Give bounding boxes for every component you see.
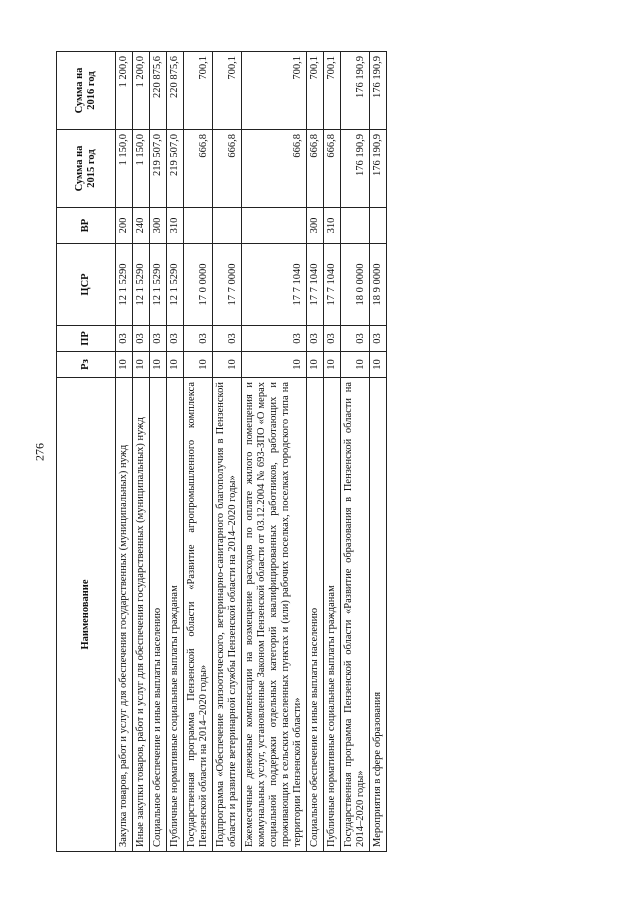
- cell-sum-2015: 219 507,0: [167, 130, 184, 208]
- cell-pr: 03: [167, 326, 184, 352]
- cell-vr: [213, 208, 242, 244]
- cell-vr: 310: [167, 208, 184, 244]
- header-pr: ПР: [57, 326, 116, 352]
- cell-name: Мероприятия в сфере образования: [370, 378, 387, 852]
- cell-sum-2016: 220 875,6: [167, 52, 184, 130]
- cell-pr: 03: [150, 326, 167, 352]
- header-sum-2015: Сумма на 2015 год: [57, 130, 116, 208]
- cell-pr: 03: [324, 326, 341, 352]
- header-vr: ВР: [57, 208, 116, 244]
- cell-rz: 10: [324, 352, 341, 378]
- cell-pr: 03: [307, 326, 324, 352]
- cell-sum-2015: 666,8: [184, 130, 213, 208]
- cell-csr: 18 9 0000: [370, 244, 387, 326]
- cell-sum-2016: 700,1: [213, 52, 242, 130]
- document-sheet: [56, 52, 412, 852]
- table-row: [167, 52, 184, 852]
- cell-sum-2015: 1 150,0: [116, 130, 133, 208]
- cell-sum-2016: 700,1: [307, 52, 324, 130]
- cell-pr: 03: [184, 326, 213, 352]
- cell-name: Государственная программа Пензенской области «Развитие агропромышленного комплекса Пензенской области на 2014–2020 годы»: [184, 378, 213, 852]
- header-sum-2016: Сумма на 2016 год: [57, 52, 116, 130]
- cell-sum-2015: 1 150,0: [133, 130, 150, 208]
- cell-csr: 17 7 0000: [213, 244, 242, 326]
- cell-rz: 10: [370, 352, 387, 378]
- cell-sum-2015: 176 190,9: [341, 130, 370, 208]
- cell-csr: 17 7 1040: [242, 244, 307, 326]
- cell-sum-2016: 700,1: [242, 52, 307, 130]
- cell-csr: 17 0 0000: [184, 244, 213, 326]
- cell-pr: 03: [213, 326, 242, 352]
- cell-csr: 12 1 5290: [150, 244, 167, 326]
- cell-rz: 10: [307, 352, 324, 378]
- cell-rz: 10: [242, 352, 307, 378]
- cell-rz: 10: [213, 352, 242, 378]
- cell-pr: 03: [370, 326, 387, 352]
- cell-vr: 300: [307, 208, 324, 244]
- table-row: [370, 52, 387, 852]
- cell-pr: 03: [116, 326, 133, 352]
- cell-pr: 03: [242, 326, 307, 352]
- cell-name: Закупка товаров, работ и услуг для обеспечения государственных (муниципальных) нужд: [116, 378, 133, 852]
- cell-name: Социальное обеспечение и иные выплаты населению: [307, 378, 324, 852]
- cell-rz: 10: [133, 352, 150, 378]
- cell-sum-2015: 666,8: [213, 130, 242, 208]
- cell-sum-2015: 666,8: [324, 130, 341, 208]
- cell-name: Подпрограмма «Обеспечение эпизоотического, ветеринарно-санитарного благополучия в Пензенской области и развитие ветеринарной службы Пензенской области на 2014–2020 годы»: [213, 378, 242, 852]
- table-row: [324, 52, 341, 852]
- cell-sum-2016: 176 190,9: [370, 52, 387, 130]
- cell-sum-2015: 666,8: [307, 130, 324, 208]
- table-row: [150, 52, 167, 852]
- page-number-text: 276: [32, 443, 47, 461]
- cell-name: Социальное обеспечение и иные выплаты населению: [150, 378, 167, 852]
- cell-sum-2015: 219 507,0: [150, 130, 167, 208]
- cell-sum-2015: 666,8: [242, 130, 307, 208]
- cell-vr: [184, 208, 213, 244]
- cell-vr: 300: [150, 208, 167, 244]
- cell-sum-2016: 1 200,0: [116, 52, 133, 130]
- cell-name: Государственная программа Пензенской области «Развитие образования в Пензенской области на 2014–2020 годы»: [341, 378, 370, 852]
- cell-sum-2016: 1 200,0: [133, 52, 150, 130]
- cell-rz: 10: [167, 352, 184, 378]
- cell-name: Публичные нормативные социальные выплаты гражданам: [167, 378, 184, 852]
- table-row: [307, 52, 324, 852]
- cell-sum-2016: 700,1: [184, 52, 213, 130]
- cell-vr: 310: [324, 208, 341, 244]
- header-name: Наименование: [57, 378, 116, 852]
- cell-sum-2015: 176 190,9: [370, 130, 387, 208]
- cell-csr: 12 1 5290: [167, 244, 184, 326]
- cell-rz: 10: [150, 352, 167, 378]
- cell-name: Ежемесячные денежные компенсации на возмещение расходов по оплате жилого помещения и коммунальных услуг, установленные Законом Пензенской области от 03.12.2004 № 693-ЗПО «О мерах социальной поддержки отдельных категорий квалифицированных работников, работающих и проживающих в сельских населенных пунктах и (или) рабочих поселках, поселках городского типа на территории Пензенской области»: [242, 378, 307, 852]
- cell-csr: 12 1 5290: [116, 244, 133, 326]
- table-body: [116, 52, 387, 852]
- cell-vr: [370, 208, 387, 244]
- cell-name: Иные закупки товаров, работ и услуг для обеспечения государственных (муниципальных) нужд: [133, 378, 150, 852]
- cell-sum-2016: 220 875,6: [150, 52, 167, 130]
- cell-csr: 18 0 0000: [341, 244, 370, 326]
- table-header: [57, 52, 116, 852]
- cell-vr: 200: [116, 208, 133, 244]
- cell-sum-2016: 176 190,9: [341, 52, 370, 130]
- cell-rz: 10: [184, 352, 213, 378]
- cell-csr: 17 7 1040: [307, 244, 324, 326]
- table-row: [133, 52, 150, 852]
- table-row: [213, 52, 242, 852]
- cell-pr: 03: [133, 326, 150, 352]
- header-csr: ЦСР: [57, 244, 116, 326]
- cell-vr: [341, 208, 370, 244]
- cell-rz: 10: [116, 352, 133, 378]
- cell-sum-2016: 700,1: [324, 52, 341, 130]
- table-row: [184, 52, 213, 852]
- table-row: [242, 52, 307, 852]
- budget-table: [56, 51, 387, 852]
- cell-vr: [242, 208, 307, 244]
- cell-vr: 240: [133, 208, 150, 244]
- cell-csr: 12 1 5290: [133, 244, 150, 326]
- cell-pr: 03: [341, 326, 370, 352]
- header-row: [57, 52, 116, 852]
- cell-rz: 10: [341, 352, 370, 378]
- cell-name: Публичные нормативные социальные выплаты гражданам: [324, 378, 341, 852]
- table-row: [341, 52, 370, 852]
- cell-csr: 17 7 1040: [324, 244, 341, 326]
- table-row: [116, 52, 133, 852]
- header-rz: Рз: [57, 352, 116, 378]
